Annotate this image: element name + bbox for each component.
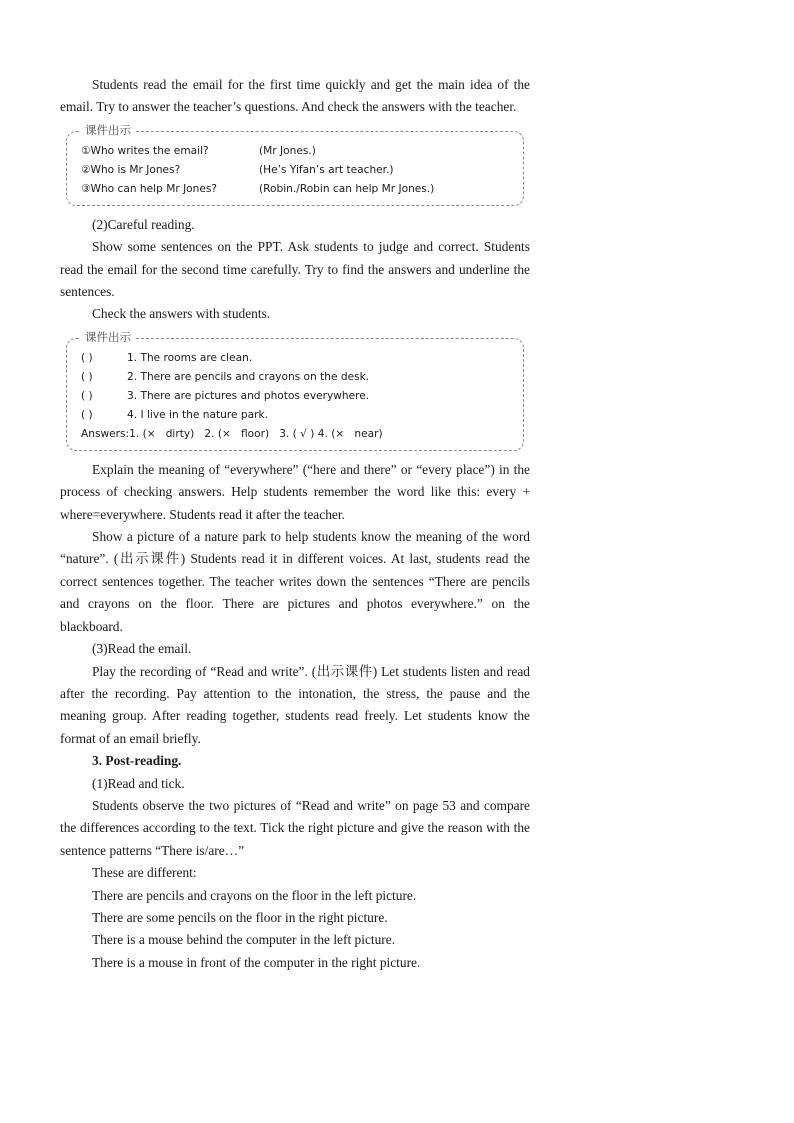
judge-row <box>81 406 509 425</box>
judge-statement: 3. There are pictures and photos everywhere. <box>127 389 370 402</box>
judge-row <box>81 368 509 387</box>
courseware-box-title: 课件出示 <box>81 123 135 137</box>
question-text: ②Who is Mr Jones? <box>81 163 181 176</box>
step-heading-read-tick: (1)Read and tick. <box>92 775 185 791</box>
paragraph-careful-reading: Show some sentences on the PPT. Ask students to judge and correct. Students read the email for the second time carefully. Try to find the answers and underline the sentences. <box>60 239 530 300</box>
difference-line: There is a mouse behind the computer in the left picture. <box>92 932 396 948</box>
paragraph-observe-pictures: Students observe the two pictures of “Read and write” on page 53 and compare the differences according to the text. Tick the right picture and give the reason with the sentence patterns “There is/are…” <box>60 797 530 858</box>
answer-text: (Robin./Robin can help Mr Jones.) <box>259 182 435 195</box>
answers-line: Answers:1. (× dirty) 2. (× floor) 3. ( √ ) 4. (× near) <box>81 427 383 440</box>
judge-row <box>81 349 509 368</box>
question-row <box>81 142 509 161</box>
answer-text: (He’s Yifan’s art teacher.) <box>259 163 394 176</box>
difference-line: There are pencils and crayons on the floor in the left picture. <box>92 887 417 903</box>
step-heading-read-email: (3)Read the email. <box>92 641 192 657</box>
courseware-box-questions <box>66 122 524 206</box>
paragraph-recording: Play the recording of “Read and write”. (出示课件) Let students listen and read after the recording. Pay attention to the intonation, the stress, the pause and the meaning group. After reading together, students read freely. Let students know the format of an email briefly. <box>60 663 530 746</box>
question-row <box>81 180 509 199</box>
judge-blank: ( ) <box>81 408 93 421</box>
judge-row <box>81 387 509 406</box>
paragraph-first-reading: Students read the email for the first time quickly and get the main idea of the email. Try to answer the teacher’s questions. And check the answers with the teacher. <box>60 77 530 115</box>
paragraph-check-answers: Check the answers with students. <box>92 306 271 322</box>
step-heading-careful-reading: (2)Careful reading. <box>92 216 195 232</box>
document-page <box>60 74 530 974</box>
question-text: ①Who writes the email? <box>81 144 209 157</box>
difference-line: There are some pencils on the floor in the right picture. <box>92 909 388 925</box>
judge-blank: ( ) <box>81 370 93 383</box>
judge-statement: 2. There are pencils and crayons on the desk. <box>127 370 370 383</box>
paragraph-everywhere: Explain the meaning of “everywhere” (“here and there” or “every place”) in the process of checking answers. Help students remember the word like this: every + where=everywhere. Students read it after the teacher. <box>60 461 530 522</box>
question-text: ③Who can help Mr Jones? <box>81 182 218 195</box>
paragraph-nature-park: Show a picture of a nature park to help students know the meaning of the word “nature”. (出示课件) Students read it in different voices. At last, students read the correct sentences together. The teacher writes down the sentences “There are pencils and crayons on the floor. There are pictures and photos everywhere.” on the blackboard. <box>60 529 530 634</box>
differences-intro: These are different: <box>92 865 197 881</box>
judge-statement: 1. The rooms are clean. <box>127 351 253 364</box>
judge-statement: 4. I live in the nature park. <box>127 408 268 421</box>
courseware-box-title: 课件出示 <box>81 330 135 344</box>
courseware-box-judge <box>66 329 524 451</box>
judge-blank: ( ) <box>81 389 93 402</box>
section-heading-post-reading: 3. Post-reading. <box>92 753 182 769</box>
answer-text: (Mr Jones.) <box>259 144 316 157</box>
question-row <box>81 161 509 180</box>
judge-blank: ( ) <box>81 351 93 364</box>
difference-line: There is a mouse in front of the computer in the right picture. <box>92 954 421 970</box>
